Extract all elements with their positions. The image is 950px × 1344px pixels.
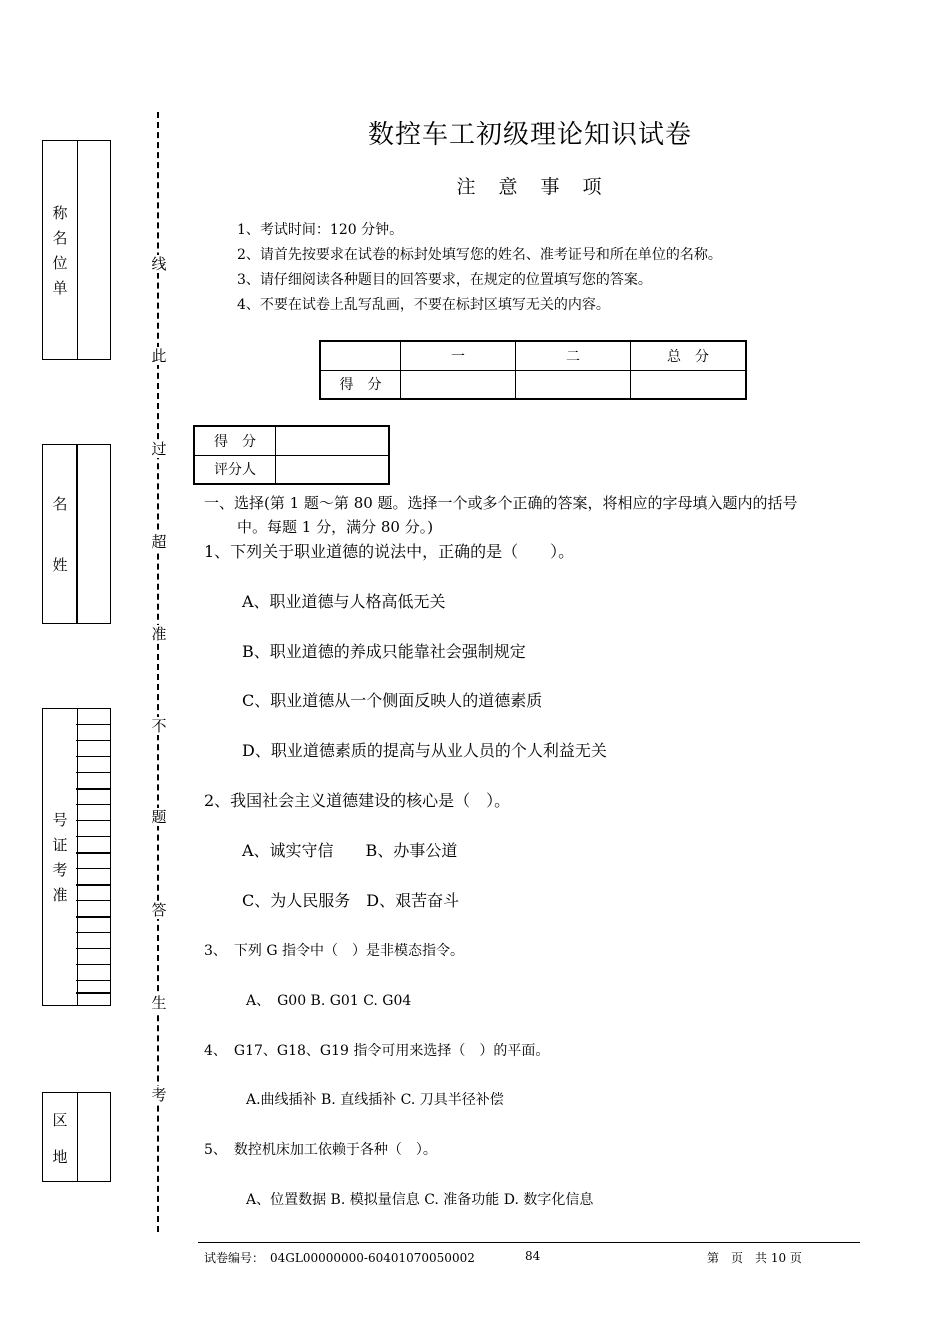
unit-label: 称 名 位 单 [52,204,68,297]
grader-name-cell[interactable] [276,455,390,484]
grader-score-label: 得 分 [194,426,276,455]
question-1-option-a: A、职业道德与人格高低无关 [242,592,446,611]
score-header-part-2: 二 [516,341,631,370]
grader-name-label: 评分人 [194,455,276,484]
question-4-stem: 4、 G17、G18、G19 指令可用来选择（ ）的平面。 [204,1043,550,1059]
score-cell-total[interactable] [631,370,747,399]
question-2-options-ab: A、诚实守信 B、办事公道 [242,841,458,860]
region-box [42,1092,111,1182]
question-1-option-c: C、职业道德从一个侧面反映人的道德素质 [242,691,543,710]
score-header-part-1: 一 [401,341,516,370]
question-3-options: A、 G00 B. G01 C. G04 [246,993,412,1009]
score-header-total: 总 分 [631,341,747,370]
question-4-options: A.曲线插补 B. 直线插补 C. 刀具半径补偿 [246,1092,504,1108]
score-cell-part-1[interactable] [401,370,516,399]
ticket-number-box [42,708,111,1006]
name-label: 名 姓 [52,495,68,574]
question-5-stem: 5、 数控机床加工依赖于各种（ ）。 [204,1142,437,1158]
paper-number: 试卷编号： 04GL00000000-60401070050002 [204,1251,475,1265]
unit-box [42,140,111,360]
question-1-stem: 1、下列关于职业道德的说法中，正确的是（ ）。 [204,542,575,561]
ticket-number-label: 号 证 考 准 [52,811,68,904]
total-score-table [319,340,747,400]
seal-dashed-line [157,112,159,1232]
question-2-options-cd: C、为人民服务 D、艰苦奋斗 [242,891,460,910]
question-2-stem: 2、我国社会主义道德建设的核心是（ ）。 [204,791,511,810]
notice-item: 1、考试时间：120 分钟。 [237,222,404,238]
grader-table [193,425,390,485]
name-box [42,444,111,624]
notice-item: 3、请仔细阅读各种题目的回答要求，在规定的位置填写您的答案。 [237,272,652,288]
exam-title: 数控车工初级理论知识试卷 [367,120,692,150]
notice-item: 4、不要在试卷上乱写乱画，不要在标封区填写无关的内容。 [237,297,610,313]
page-info: 第 页 共 10 页 [707,1251,802,1265]
score-table-corner [320,341,401,370]
grader-score-cell[interactable] [276,426,390,455]
question-1-option-d: D、职业道德素质的提高与从业人员的个人利益无关 [242,741,607,760]
score-row-label: 得 分 [320,370,401,399]
footer-rule [198,1242,860,1243]
question-1-option-b: B、职业道德的养成只能靠社会强制规定 [242,642,526,661]
region-label: 区 地 [52,1111,68,1166]
section-instruction-cont: 中。每题 1 分，满分 80 分。) [237,518,434,536]
page-number: 84 [525,1249,541,1263]
section-instruction: 一、选择(第 1 题～第 80 题。选择一个或多个正确的答案，将相应的字母填入题内的括号 [204,494,798,512]
question-5-options: A、位置数据 B. 模拟量信息 C. 准备功能 D. 数字化信息 [246,1192,594,1208]
notice-heading: 注 意 事 项 [456,176,604,198]
question-3-stem: 3、 下列 G 指令中（ ）是非模态指令。 [204,943,464,959]
score-cell-part-2[interactable] [516,370,631,399]
notice-item: 2、请首先按要求在试卷的标封处填写您的姓名、准考证号和所在单位的名称。 [237,247,722,263]
